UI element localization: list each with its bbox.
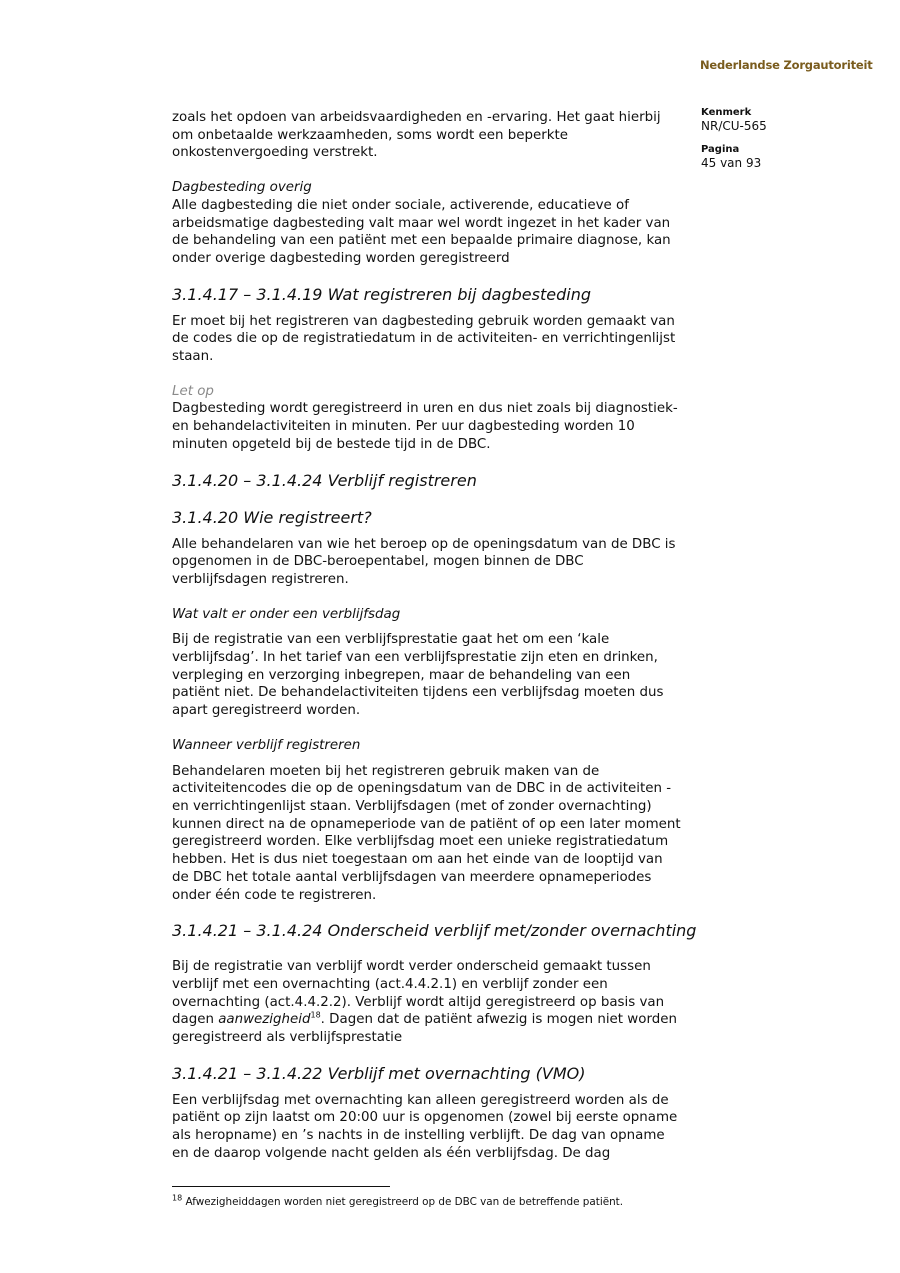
emphasis: aanwezigheid [218, 1012, 311, 1028]
kenmerk-block [701, 107, 767, 133]
paragraph: zoals het opdoen van arbeidsvaardigheden en -ervaring. Het gaat hierbij om onbetaalde werkzaamheden, soms wordt een beperkte onkostenvergoeding verstrekt. [172, 110, 661, 161]
pagina-value: 45 van 93 [701, 156, 762, 170]
footnote-divider [172, 1186, 390, 1187]
paragraph: Alle behandelaren van wie het beroep op de openingsdatum van de DBC is opgenomen in de DBC-beroepentabel, mogen binnen de DBC verblijfsdagen registreren. [172, 536, 676, 587]
section-heading: 3.1.4.20 – 3.1.4.24 Verblijf registreren [172, 470, 477, 490]
footnote-text: Afwezigheiddagen worden niet geregistreerd op de DBC van de betreffende patiënt. [182, 1196, 624, 1208]
brand-logo-text: Nederlandse Zorgautoriteit [700, 58, 873, 72]
paragraph: Een verblijfsdag met overnachting kan alleen geregistreerd worden als de patiënt op zijn laatst om 20:00 uur is opgenomen (zowel bij eerste opname als heropname) en ’s nachts in de instelling verblijft. De dag van opname en de daarop volgende nacht gelden als één verblijfsdag. De dag [172, 1092, 678, 1161]
pagina-block [701, 144, 761, 170]
paragraph: Bij de registratie van een verblijfsprestatie gaat het om een ‘kale verblijfsdag’. In het tarief van een verblijfsprestatie zijn eten en drinken, verpleging en verzorging inbegrepen, maar de behandeling van een patiënt niet. De behandelactiviteiten tijdens een verblijfsdag moeten dus apart geregistreerd worden. [172, 632, 664, 719]
paragraph: Dagbesteding wordt geregistreerd in uren en dus niet zoals bij diagnostiek- en behandelactiviteiten in minuten. Per uur dagbesteding worden 10 minuten opgeteld bij de bestede tijd in de DBC. [172, 401, 678, 452]
section-heading: 3.1.4.17 – 3.1.4.19 Wat registreren bij dagbesteding [172, 284, 591, 304]
paragraph-with-footnote: Bij de registratie van verblijf wordt verder onderscheid gemaakt tussen verblijf met een overnachting (act.4.4.2.1) en verblijf zonder een overnachting (act.4.4.2.2). Verblijf wordt altijd geregistreerd op basis van dagen aanwezigheid$^{18}$. Dagen dat de patiënt afwezig is mogen niet worden geregistreerd als verblijfsprestatie [172, 959, 677, 1046]
footnote-number: 18 [172, 1193, 183, 1203]
paragraph: Alle dagbesteding die niet onder sociale, activerende, educatieve of arbeidsmatige dagbesteding valt maar wel wordt ingezet in het kader van de behandeling van een patiënt met een bepaalde primaire diagnose, kan onder overige dagbesteding worden geregistreerd [172, 197, 671, 266]
paragraph: Behandelaren moeten bij het registreren gebruik maken van de activiteitencodes die op de openingsdatum van de DBC in de activiteiten -en verrichtingenlijst staan. Verblijfsdagen (met of zonder overnachting) kunnen direct na de opnameperiode van de patiënt of op een later moment geregistreerd worden. Elke verblijfsdag moet een unieke registratiedatum hebben. Het is dus niet toegestaan om aan het einde van de looptijd van de DBC het totale aantal verblijfsdagen van meerdere opnameperiodes onder één code te registreren. [172, 763, 681, 903]
section-heading: 3.1.4.21 – 3.1.4.22 Verblijf met overnachting (VMO) [172, 1063, 586, 1083]
section-heading: 3.1.4.20 Wie registreert? [172, 507, 372, 527]
subheading-dagbesteding-overig: Dagbesteding overig [172, 180, 312, 196]
subheading-verblijfsdag: Wat valt er onder een verblijfsdag [172, 606, 401, 622]
kenmerk-label: Kenmerk [701, 107, 752, 118]
kenmerk-value: NR/CU-565 [701, 119, 767, 133]
footnote [172, 1195, 623, 1209]
section-heading: 3.1.4.21 – 3.1.4.24 Onderscheid verblijf met/zonder overnachting [172, 921, 697, 941]
pagina-label: Pagina [701, 144, 740, 155]
note-label: Let op [172, 383, 214, 399]
paragraph: Er moet bij het registreren van dagbesteding gebruik worden gemaakt van de codes die op de registratiedatum in de activiteiten- en verrichtingenlijst staan. [172, 313, 676, 365]
document-body [172, 109, 697, 1163]
subheading-wanneer-verblijf: Wanneer verblijf registreren [172, 737, 361, 753]
footnote-ref[interactable]: 18 [310, 1010, 321, 1020]
